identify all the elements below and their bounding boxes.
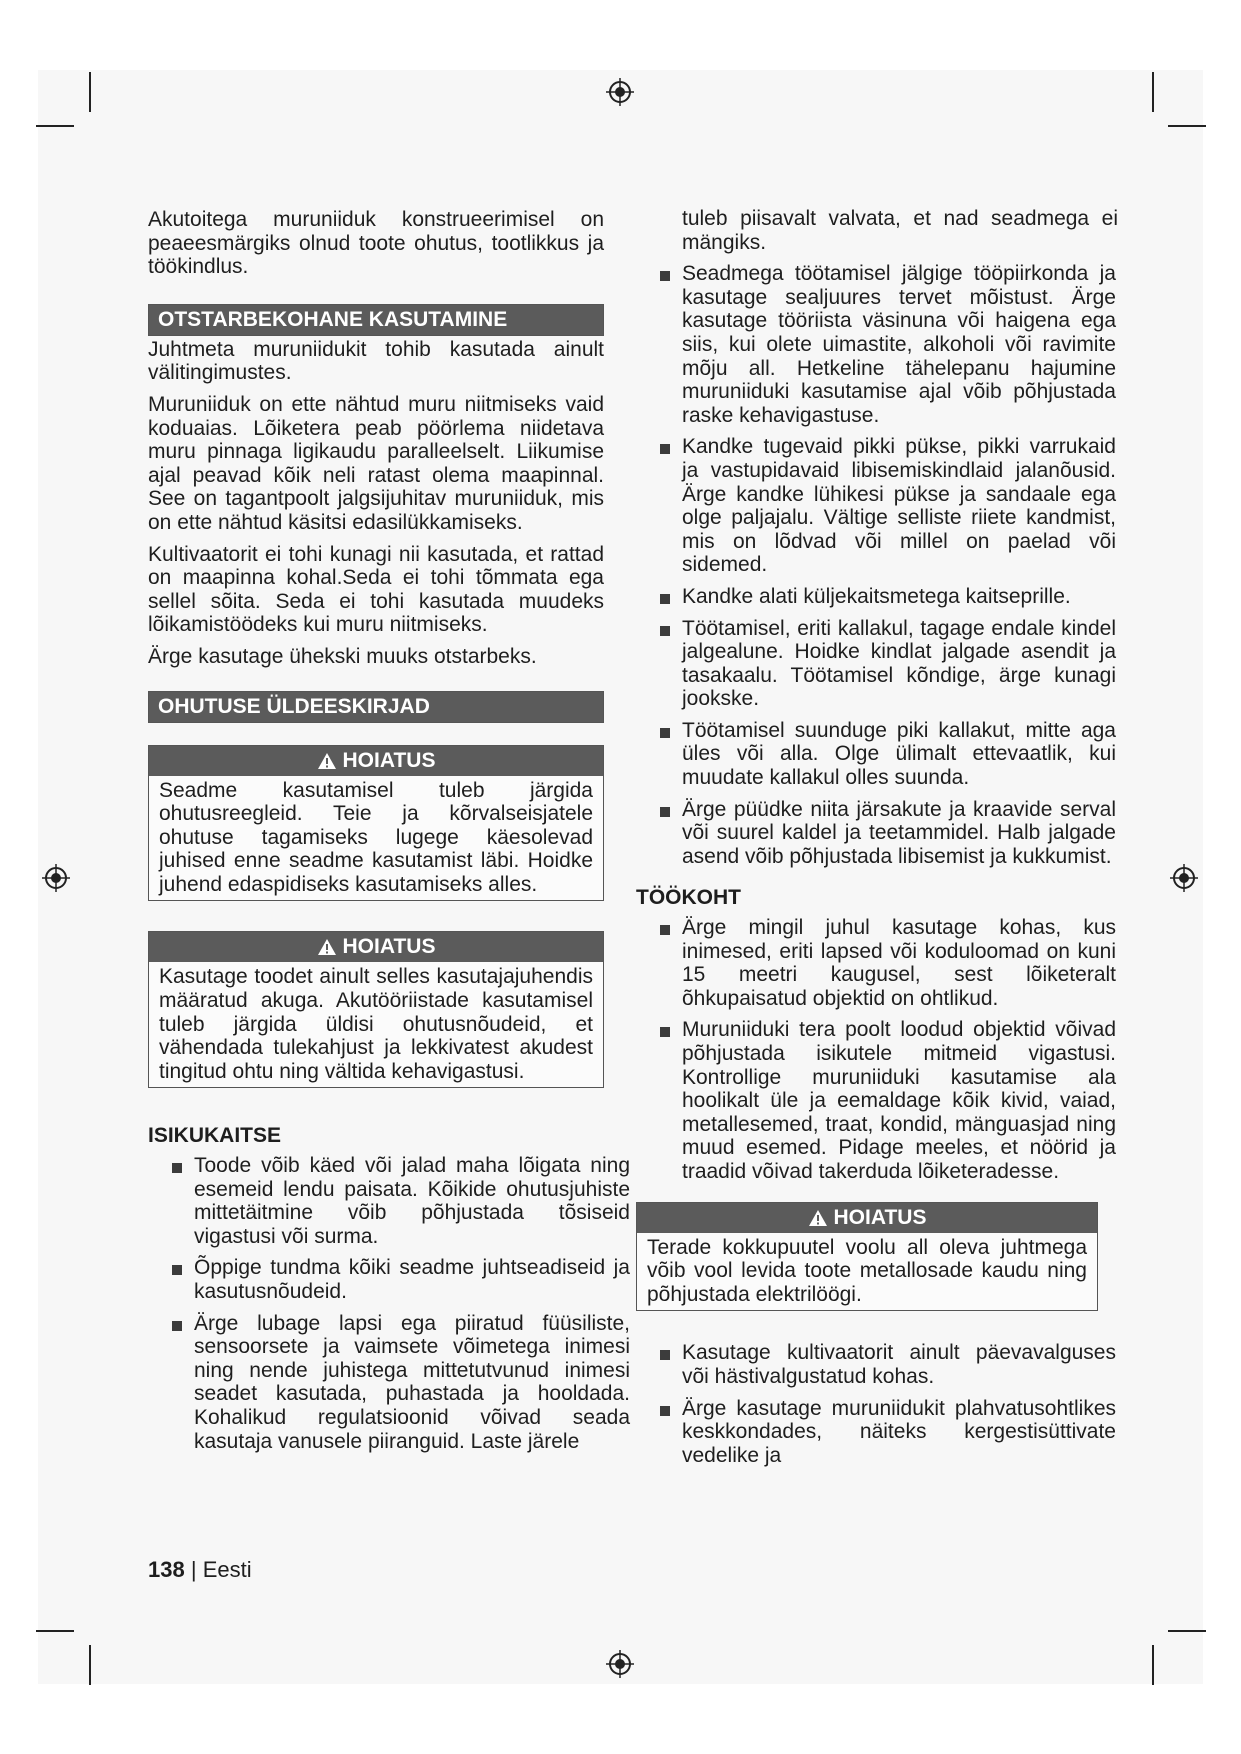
- personal-protection-list: [166, 1154, 630, 1453]
- paragraph: Muruniiduk on ette nähtud muru niitmiseks vaid koduaias. Lõiketera peab pöörlema niidetava muru pinnaga ligikaudu paralleelselt. Liikumise ajal peavad kõik neli ratast olema maapinnal. See on tagantpoolt jalgsijuhitav muruniiduk, mis on ette nähtud käsitsi edasilükkamiseks.: [148, 392, 604, 534]
- warning-box: [636, 1202, 1098, 1312]
- section-title-intended-use: OTSTARBEKOHANE KASUTAMINE: [148, 304, 604, 336]
- warning-header: [149, 932, 603, 962]
- heading-personal-protection: ISIKUKAITSE: [148, 1124, 282, 1148]
- warning-text: Kasutage toodet ainult selles kasutajajuhendis määratud akuga. Akutööriistade kasutamisel tuleb järgida üldisi ohutusnõudeid, et vähendada tulekahjust ja lekkivatest akudest tingitud ohtu ning vältida kehavigastusi.: [159, 965, 593, 1083]
- crop-mark: [89, 1645, 91, 1685]
- crop-mark: [1168, 1630, 1206, 1632]
- warning-label: HOIATUS: [342, 935, 436, 959]
- list-item: Ärge kasutage muruniidukit plahvatusohtlikes keskkondades, näiteks kergestisüttivate vedelike ja: [654, 1397, 1116, 1468]
- footer-language: Eesti: [202, 1557, 252, 1582]
- list-item: Ärge püüdke niita järsakute ja kraavide serval või suurel kaldel ja teetammidel. Halb jalgade asend võib põhjustada libisemist ja kukkumist.: [654, 798, 1116, 869]
- page-footer: [148, 1557, 252, 1583]
- continuation-paragraph: tuleb piisavalt valvata, et nad seadmega ei mängiks.: [682, 207, 1118, 254]
- intro-paragraph: Akutoitega muruniiduk konstrueerimisel on peaeesmärgiks olnud toote ohutus, tootlikkus ja töökindlus.: [148, 208, 604, 279]
- list-item: Töötamisel suunduge piki kallakut, mitte aga üles või alla. Olge ülimalt ettevaatlik, kui muudate kallakul olles suunda.: [654, 719, 1116, 790]
- safety-list: [654, 262, 1116, 868]
- list-item: Kandke alati küljekaitsmetega kaitseprille.: [654, 585, 1116, 609]
- crop-mark: [1152, 1645, 1154, 1685]
- warning-triangle-icon: [808, 1209, 828, 1227]
- paragraph: Ärge kasutage ühekski muuks otstarbeks.: [148, 644, 537, 668]
- warning-box: [148, 931, 604, 1088]
- registration-mark-icon: [42, 864, 70, 892]
- section-title-general-safety: OHUTUSE ÜLDEESKIRJAD: [148, 691, 604, 723]
- list-item: Kandke tugevaid pikki pükse, pikki varrukaid ja vastupidavaid libisemiskindlaid jalanõusid. Ärge kandke lühikesi pükse ja sandaale ega olge paljajalu. Vältige selliste riiete kandmist, mis on lõdvad või millel on paelad või sidemed.: [654, 435, 1116, 577]
- paragraph: Kultivaatorit ei tohi kunagi nii kasutada, et rattad on maapinna kohal.Seda ei tohi tõmmata ega sellel sõita. Seda ei tohi kasutada muudeks lõikamistöödeks kui muru niitmiseks.: [148, 542, 604, 637]
- list-item: Muruniiduki tera poolt loodud objektid võivad põhjustada isikutele mitmeid vigastusi. Kontrollige muruniiduki kasutamise ala hoolikalt üle ja eemaldage kõik kivid, vaiad, metallesemed, traat, kondid, mänguasjad ning muud esemed. Pidage meeles, et nöörid ja traadid võivad takerduda lõiketeradesse.: [654, 1018, 1116, 1183]
- list-item: Kasutage kultivaatorit ainult päevavalguses või hästivalgustatud kohas.: [654, 1341, 1116, 1388]
- crop-mark: [1152, 72, 1154, 112]
- warning-triangle-icon: [317, 938, 337, 956]
- list-item: Ärge lubage lapsi ega piiratud füüsiliste, sensoorsete ja vaimsete võimetega inimesi ning nende juhistega mittetutvunud inimesi seadet kasutada, puhastada ja hooldada. Kohalikud regulatsioonid võivad seada kasutaja vanusele piiranguid. Laste järele: [166, 1312, 630, 1454]
- warning-text: Terade kokkupuutel voolu all oleva juhtmega võib vool levida toote metallosade kaudu ning põhjustada elektrilöögi.: [647, 1235, 1087, 1306]
- crop-mark: [36, 1630, 74, 1632]
- footer-separator: |: [190, 1557, 197, 1582]
- page-number: 138: [148, 1557, 185, 1582]
- registration-mark-icon: [606, 1650, 634, 1678]
- list-item: Seadmega töötamisel jälgige tööpiirkonda ja kasutage sealjuures tervet mõistust. Ärge kasutage tööriista väsinuna või haigena ega siis, kui olete uimastite, alkoholi või ravimite mõju all. Hetkeline tähelepanu hajumine muruniiduki kasutamise ajal võib põhjustada raske kehavigastuse.: [654, 262, 1116, 427]
- list-item: Toode võib käed või jalad maha lõigata ning esemeid lendu paisata. Kõikide ohutusjuhiste mittetäitmine võib põhjustada tõsiseid vigastusi või surma.: [166, 1154, 630, 1248]
- left-column: [148, 208, 630, 1461]
- warning-label: HOIATUS: [342, 748, 436, 772]
- warning-header: [149, 746, 603, 776]
- warning-box: [148, 745, 604, 902]
- warning-triangle-icon: [317, 752, 337, 770]
- list-item: Õppige tundma kõiki seadme juhtseadiseid ja kasutusnõudeid.: [166, 1256, 630, 1303]
- list-item: Töötamisel, eriti kallakul, tagage endale kindel jalgealune. Hoidke kindlat jalgade asendit ja tasakaalu. Töötamisel kõndige, ärge kunagi jookske.: [654, 617, 1116, 711]
- list-item: Ärge mingil juhul kasutage kohas, kus inimesed, eriti lapsed või koduloomad on kuni 15 meetri kaugusel, sest lõiketeralt õhkupaisatud objektid on ohtlikud.: [654, 916, 1116, 1010]
- safety-list-continued: [654, 1341, 1116, 1467]
- registration-mark-icon: [1170, 864, 1198, 892]
- paragraph: Juhtmeta muruniidukit tohib kasutada ainult välitingimustes.: [148, 337, 604, 385]
- crop-mark: [36, 125, 74, 127]
- crop-mark: [89, 72, 91, 112]
- registration-mark-icon: [606, 78, 634, 106]
- warning-label: HOIATUS: [833, 1205, 927, 1229]
- warning-text: Seadme kasutamisel tuleb järgida ohutusreegleid. Teie ja kõrvalseisjatele ohutuse tagamiseks lugege käesolevad juhised enne seadme kasutamist läbi. Hoidke juhend edaspidiseks kasutamiseks alles.: [159, 778, 593, 896]
- heading-workplace: TÖÖKOHT: [636, 886, 741, 910]
- right-column: [636, 207, 1116, 1475]
- warning-header: [637, 1203, 1097, 1233]
- crop-mark: [1168, 125, 1206, 127]
- workplace-list: [654, 916, 1116, 1184]
